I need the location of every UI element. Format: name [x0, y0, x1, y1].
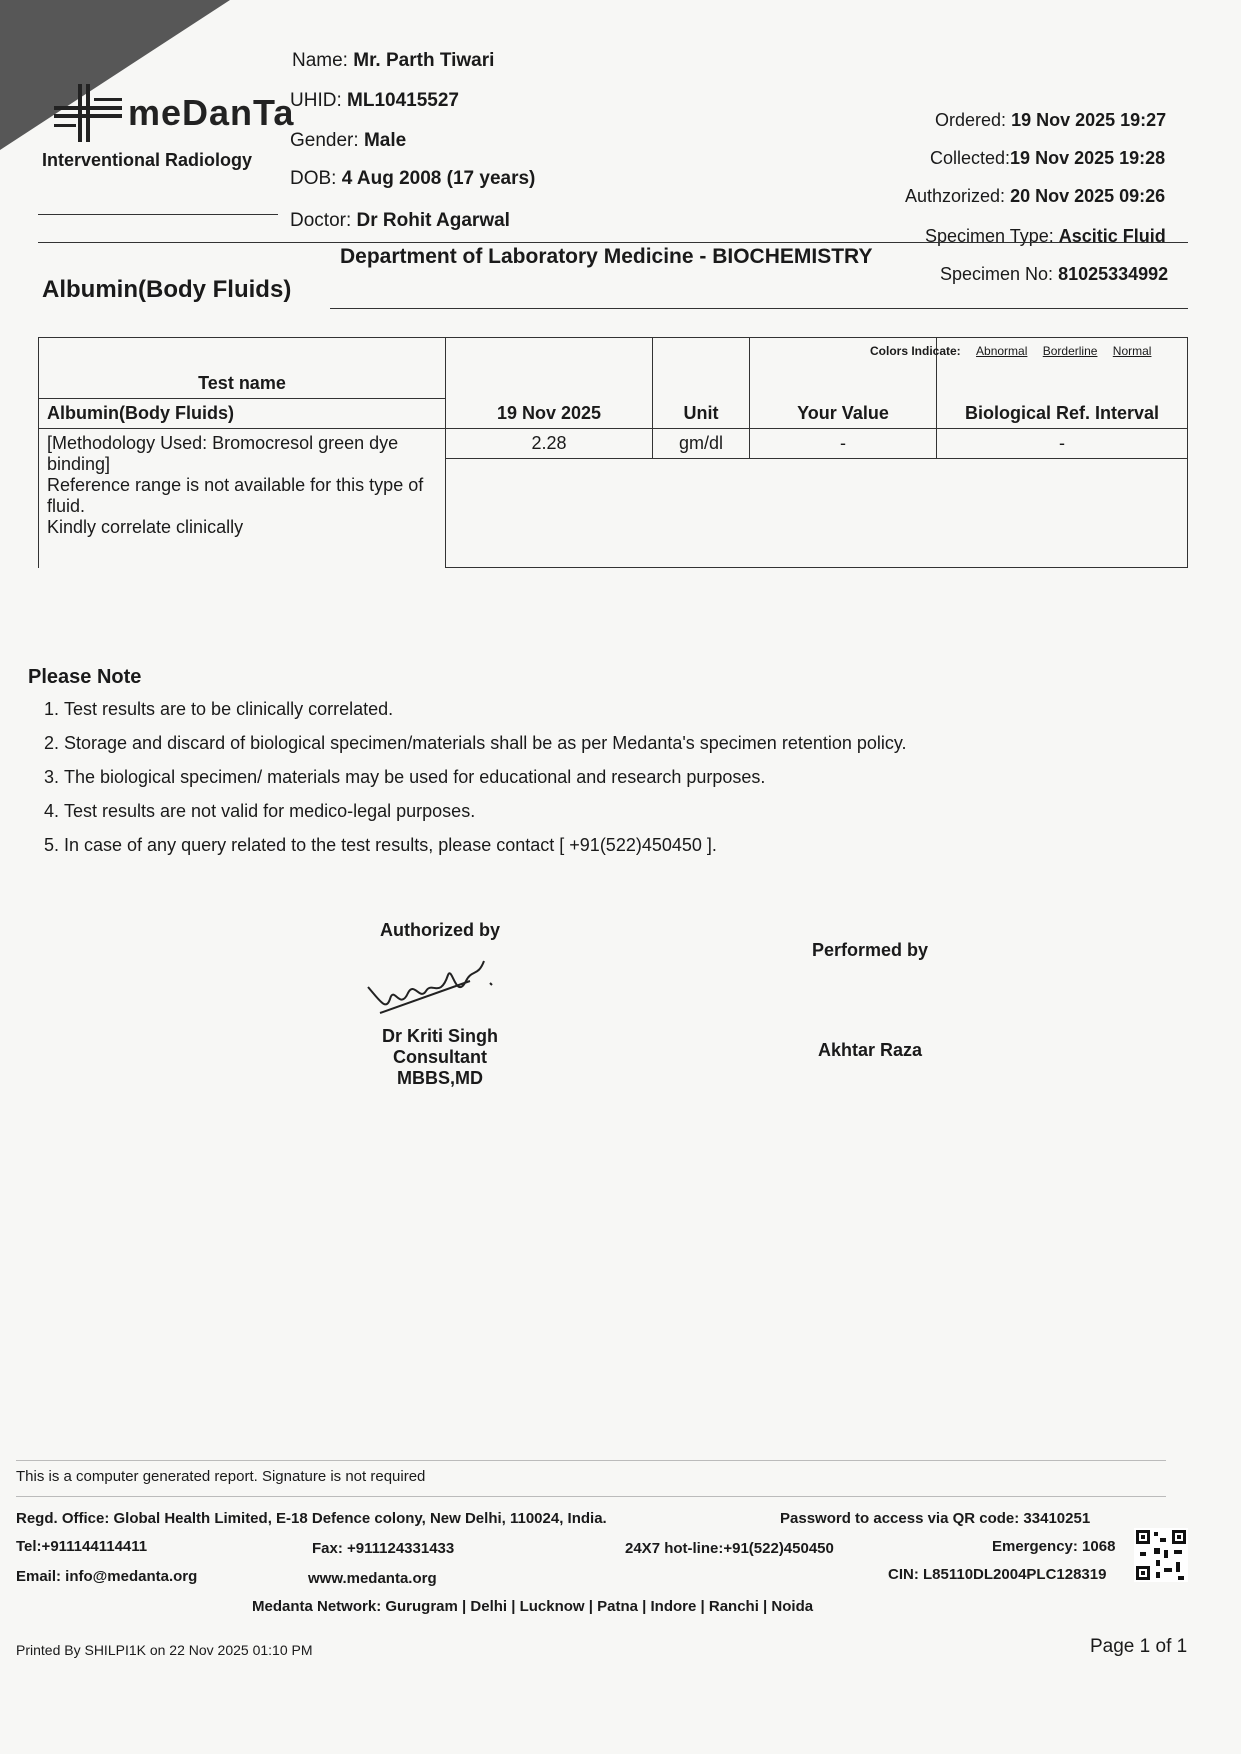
value-cell: 2.28	[446, 429, 653, 459]
patient-uhid-row: UHID: ML10415527	[290, 90, 459, 111]
performed-label: Performed by	[811, 940, 929, 960]
page-number: Page 1 of 1	[1090, 1636, 1188, 1657]
medanta-logo	[52, 82, 294, 144]
fax: Fax: +911124331433	[312, 1540, 455, 1557]
list-item: 3. The biological specimen/ materials may be used for educational and research purposes.	[64, 766, 1024, 788]
authorized-row: Authzorized: 20 Nov 2025 09:26	[905, 186, 1166, 206]
patient-dob-row: DOB: 4 Aug 2008 (17 years)	[290, 168, 536, 189]
regd-office: Regd. Office: Global Health Limited, E-18 Defence colony, New Delhi, 110024, India.	[16, 1510, 607, 1527]
authorized-name: Dr Kriti Singh	[382, 1026, 498, 1046]
divider	[38, 214, 278, 215]
notes-list	[38, 698, 1024, 868]
divider	[330, 308, 1188, 309]
hotline: 24X7 hot-line:+91(522)450450	[625, 1540, 834, 1557]
header-your-value: Your Value	[750, 338, 937, 429]
authorized-degree: MBBS,MD	[397, 1068, 483, 1088]
remark-correlate: Kindly correlate clinically	[47, 517, 244, 537]
patient-doctor: Dr Rohit Agarwal	[356, 210, 510, 231]
divider	[16, 1460, 1166, 1461]
qr-password: Password to access via QR code: 33410251	[780, 1510, 1091, 1527]
patient-uhid: ML10415527	[347, 90, 459, 111]
legend-normal: Normal	[1112, 344, 1152, 358]
list-item: 1. Test results are to be clinically correlated.	[64, 698, 1024, 720]
patient-doctor-row: Doctor: Dr Rohit Agarwal	[290, 210, 510, 231]
patient-name: Mr. Parth Tiwari	[353, 50, 495, 71]
remark-reference: Reference range is not available for this type of fluid.	[47, 475, 424, 516]
header-test-name: Test name	[39, 338, 446, 399]
empty-cell	[446, 459, 1188, 568]
patient-gender: Male	[363, 130, 407, 151]
specimen-type-row: Specimen Type: Ascitic Fluid	[925, 226, 1166, 246]
signature-icon	[360, 941, 520, 1021]
collected-row: Collected:19 Nov 2025 19:28	[930, 148, 1166, 168]
email: Email: info@medanta.org	[16, 1568, 198, 1585]
legend-abnormal: Abnormal	[976, 344, 1028, 358]
website: www.medanta.org	[308, 1570, 437, 1587]
unit-cell: gm/dl	[653, 429, 750, 459]
header-date: 19 Nov 2025	[446, 338, 653, 429]
authorized-role: Consultant	[393, 1047, 487, 1067]
authorized-block	[360, 920, 520, 1089]
notes-title: Please Note	[28, 666, 142, 688]
performed-name: Akhtar Raza	[817, 1040, 923, 1060]
patient-dob: 4 Aug 2008 (17 years)	[341, 168, 536, 189]
legend-borderline: Borderline	[1042, 344, 1098, 358]
specimen-no-row: Specimen No: 81025334992	[940, 264, 1169, 284]
network: Medanta Network: Gurugram | Delhi | Lucknow | Patna | Indore | Ranchi | Noida	[252, 1598, 814, 1615]
list-item: 4. Test results are not valid for medico-legal purposes.	[64, 800, 1024, 822]
test-name-cell: Albumin(Body Fluids)	[39, 399, 446, 429]
department-title: Department of Laboratory Medicine - BIOCHEMISTRY	[340, 245, 873, 268]
header-unit: Unit	[653, 338, 750, 429]
results-table	[38, 337, 1188, 568]
printed-by: Printed By SHILPI1K on 22 Nov 2025 01:10 PM	[16, 1642, 313, 1658]
list-item: 2. Storage and discard of biological specimen/materials shall be as per Medanta's specimen retention policy.	[64, 732, 1024, 754]
divider	[16, 1496, 1166, 1497]
emergency: Emergency: 1068	[992, 1538, 1116, 1555]
your-value-cell: -	[750, 429, 937, 459]
computer-generated-note: This is a computer generated report. Signature is not required	[16, 1468, 426, 1485]
patient-name-row: Name: Mr. Parth Tiwari	[292, 50, 495, 71]
department-subtitle: Interventional Radiology	[42, 150, 253, 170]
ref-interval-cell: -	[937, 429, 1188, 459]
authorized-label: Authorized by	[380, 920, 500, 940]
table-row	[39, 429, 1188, 459]
remark-methodology: [Methodology Used: Bromocresol green dye binding]	[47, 433, 399, 474]
list-item: 5. In case of any query related to the test results, please contact [ +91(522)450450 ].	[64, 834, 1024, 856]
remarks-cell	[39, 429, 446, 568]
qr-code-icon	[1134, 1528, 1188, 1582]
medanta-cross-icon	[52, 82, 124, 144]
cin: CIN: L85110DL2004PLC128319	[888, 1566, 1107, 1583]
color-legend	[870, 344, 1151, 358]
ordered-row: Ordered: 19 Nov 2025 19:27	[935, 110, 1167, 130]
legend-label: Colors Indicate:	[870, 344, 961, 358]
divider	[38, 242, 1188, 243]
patient-gender-row: Gender: Male	[290, 130, 407, 151]
telephone: Tel:+911144114411	[16, 1538, 148, 1555]
brand-name: meDanTa	[128, 92, 295, 133]
report-title: Albumin(Body Fluids)	[42, 276, 292, 303]
header-ref-interval: Biological Ref. Interval	[937, 338, 1188, 429]
